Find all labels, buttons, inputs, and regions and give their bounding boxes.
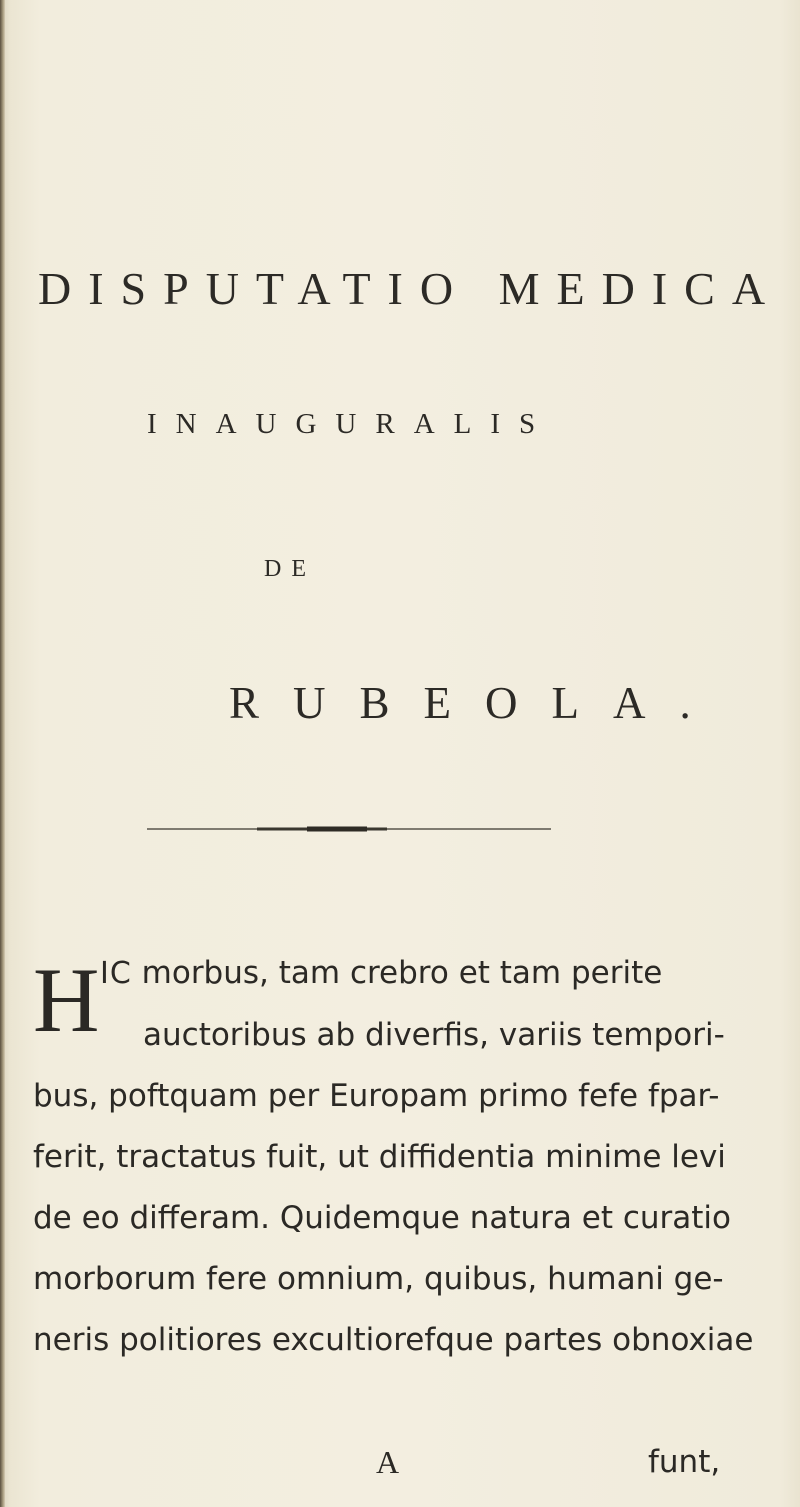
body-line-1 xyxy=(100,955,662,991)
first-line-cap: IC xyxy=(100,956,132,991)
signature-mark: A xyxy=(376,1444,400,1480)
body-line-4: ferit, tractatus fuit, ut diffidentia minime levi xyxy=(33,1139,726,1175)
page-spine-edge xyxy=(0,0,5,1507)
title-disputatio-medica: DISPUTATIO MEDICA xyxy=(38,263,783,314)
body-line-5: de eo differam. Quidemque natura et curatio xyxy=(33,1200,732,1236)
title-inauguralis: INAUGURALIS xyxy=(147,408,555,440)
title-rubeola: RUBEOLA. xyxy=(229,678,725,728)
catchword: funt, xyxy=(648,1444,721,1480)
body-line-6: morborum fere omnium, quibus, humani ge- xyxy=(33,1261,724,1297)
body-line-3: bus, poftquam per Europam primo fefe fpar- xyxy=(33,1078,720,1114)
decorative-rule xyxy=(147,826,551,829)
drop-cap-initial: H xyxy=(33,949,100,1051)
first-line-rest: morbus, tam crebro et tam perite xyxy=(131,955,663,991)
body-line-7: neris politiores excultiorefque partes obnoxiae xyxy=(33,1322,754,1358)
title-de: DE xyxy=(264,556,316,582)
body-line-2: auctoribus ab diverfis, variis tempori- xyxy=(143,1017,725,1053)
